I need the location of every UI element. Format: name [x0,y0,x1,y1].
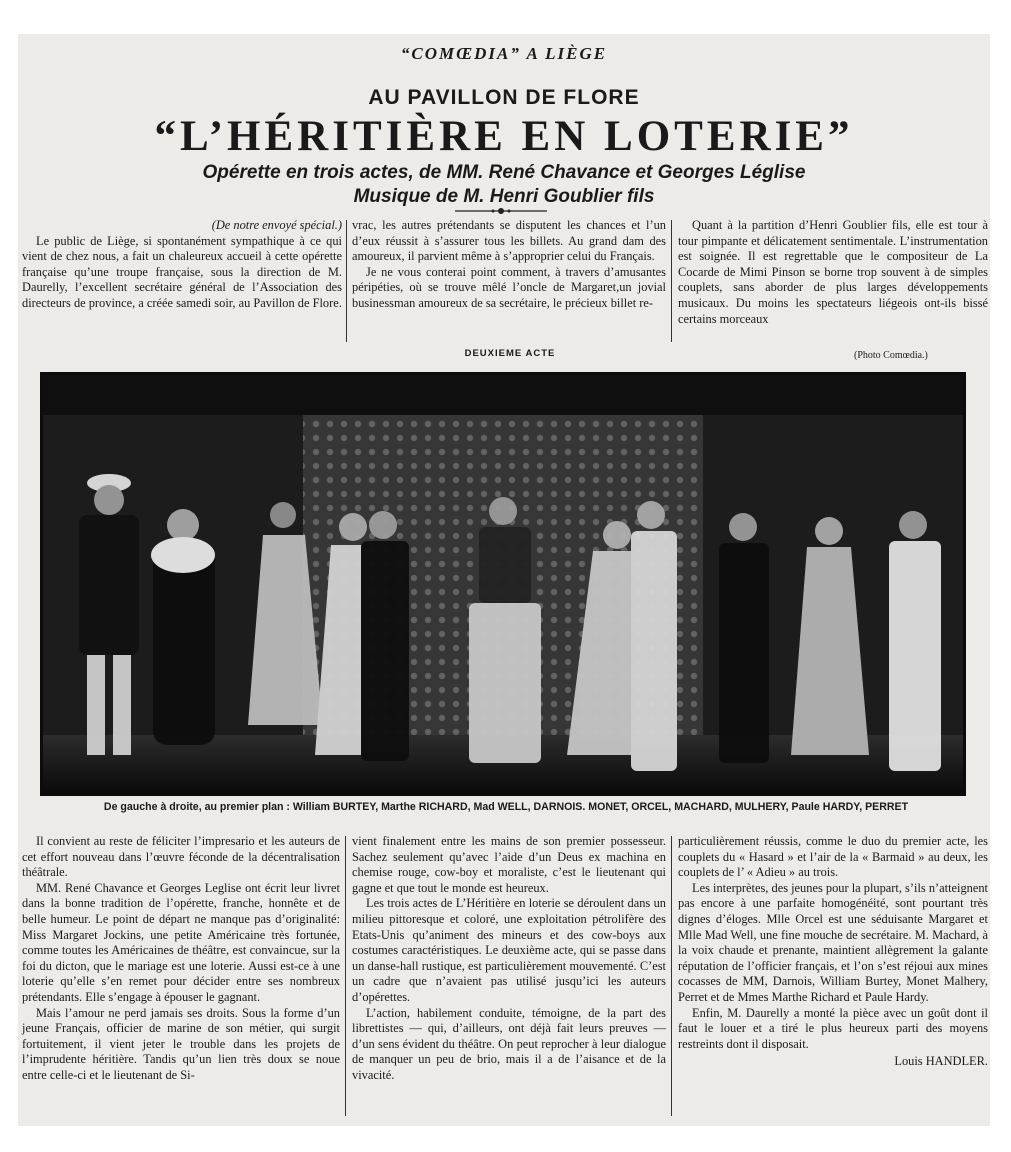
venue-heading: AU PAVILLON DE FLORE [368,86,640,109]
bottom-column-3 [678,834,988,1070]
column-rule [346,220,347,342]
paragraph: Enfin, M. Daurelly a monté la pièce avec un goût dont il faut le louer et a tiré le plus heureux parti des moyens restreints dont il disposait. [678,1005,988,1051]
author-signature: Louis HANDLER. [894,1054,988,1069]
article-title: “L’HÉRITIÈRE EN LOTERIE” [154,113,854,160]
paragraph: Je ne vous conterai point comment, à travers d’amusantes péripéties, où se trouve mêlé l’oncle de Margaret,un jovial businessman amoureux de sa secrétaire, le précieux billet re- [352,264,666,310]
correspondent-note: (De notre envoyé spécial.) [211,218,342,232]
photo-caption: De gauche à droite, au premier plan : William BURTEY, Marthe RICHARD, Mad WELL, DARNOIS. MONET, ORCEL, MACHARD, MULHERY, Paule HARDY, PERRET [103,801,909,813]
top-column-3 [678,218,988,327]
paragraph: particulièrement réussis, comme le duo du premier acte, les couplets du « Hasard » et l’air de la « Barmaid » au deux, les couplets de l’ « Adieu » au trois. [678,834,988,880]
ornament-divider [455,206,547,216]
photo-act-label: DEUXIEME ACTE [464,348,556,359]
photo-credit: (Photo Comœdia.) [854,350,928,361]
top-column-2 [352,218,666,312]
paragraph: vrac, les autres prétendants se disputent les chances et l’un d’eux réussit à s’assurer tous les billets. Au grand dam des amoureux, il parvient même à s’approprier celui du Français. [352,218,666,264]
top-column-1 [22,218,342,312]
subtitle-music: Musique de M. Henri Goublier fils [353,186,655,207]
paragraph: L’action, habilement conduite, témoigne, de la part des librettistes — qui, d’ailleurs, ont déjà fait leurs preuves — d’un sens évident du théâtre. On peut reprocher à leur dialogue de manquer un peu de brio, mais il a de l’aisance et de la vivacité. [352,1005,666,1082]
paragraph: vient finalement entre les mains de son premier possesseur. Sachez seulement qu’avec l’aide d’un Deus ex machina en chemise rouge, cow-boy et moraliste, c’est le lieutenant qui gagne et que tout le monde est heureux. [352,834,666,895]
paragraph: Les trois actes de L’Héritière en loterie se déroulent dans un milieu pittoresque et coloré, une exploitation pétrolifère des Etats-Unis qu’animent des mineurs et des cow-boys aux costumes caractéristiques. Le deuxième acte, qui se passe dans un danse-hall rustique, est particulièrement mouvementé. C’est un cadre que n’avaient pas utilisé jusqu’ici les auteurs d’opérettes. [352,896,666,1004]
column-rule [671,220,672,342]
paragraph: Quant à la partition d’Henri Goublier fils, elle est tour à tour pimpante et délicatement sentimentale. L’instrumentation est soignée. Il est regrettable que le compositeur de La Cocarde de Mimi Pinson se borne trop souvent à de simples couplets, sans aborder de plus larges développements musicaux. Du moins les spectateurs liégeois ont-ils bissé certains morceaux [678,218,988,326]
bottom-column-1 [22,834,340,1084]
column-rule [671,836,672,1116]
paragraph: MM. René Chavance et Georges Leglise ont écrit leur livret dans la bonne tradition de l’opérette, franche, honnête et de belle humeur. Le point de départ ne manque pas d’originalité: Miss Margaret Jockins, une petite Américaine très fortunée, comme toutes les Américaines de théâtre, est convaincue, sur la foi du dicton, que le mariage est une loterie. Aussi est-ce à une loterie qu’elle s’en remet pour décider entre ses nombreux prétendants. Elle s’engage à épouser le gagnant. [22,880,340,1004]
paragraph: Il convient au reste de féliciter l’impresario et les auteurs de cet effort nouveau dans l’œuvre féconde de la décentralisation théâtrale. [22,834,340,880]
stage-photograph [40,372,966,796]
paragraph: Les interprètes, des jeunes pour la plupart, s’ils n’atteignent pas encore à une parfaite homogénéité, sont pourtant très dignes d’éloges. Mlle Orcel est une séduisante Margaret et Mlle Mad Well, une fine mouche de secrétaire. M. Machard, à la voix chaude et prenante, maintient allègrement la galante réputation de l’officier français, et l’on s’est réjoui aux mines cocasses de MM, Darnois, William Burtey, Monet Malhery, Perret et de Mmes Marthe Richard et Paule Hardy. [678,880,988,1004]
photo-scene [43,375,963,793]
column-rule [345,836,346,1116]
paragraph: Le public de Liège, si spontanément sympathique à ce qui vient de chez nous, a fait un chaleureux accueil à cette opérette française qu’une troupe française, sous la direction de M. Daurelly, l’excellent secrétaire général de l’Association des directeurs de province, a créée samedi soir, au Pavillon de Flore. [22,233,342,310]
subtitle-authors: Opérette en trois actes, de MM. René Chavance et Georges Léglise [202,162,806,183]
section-kicker: “COMŒDIA” A LIÈGE [400,44,608,63]
bottom-column-2 [352,834,666,1084]
paragraph: Mais l’amour ne perd jamais ses droits. Sous la forme d’un jeune Français, officier de marine de son métier, qui surgit fortuitement, il vient jeter le trouble dans les projets de l’imprudente héritière. Tandis qu’un lien très doux se noue entre celle-ci et le lieutenant de Si- [22,1005,340,1082]
